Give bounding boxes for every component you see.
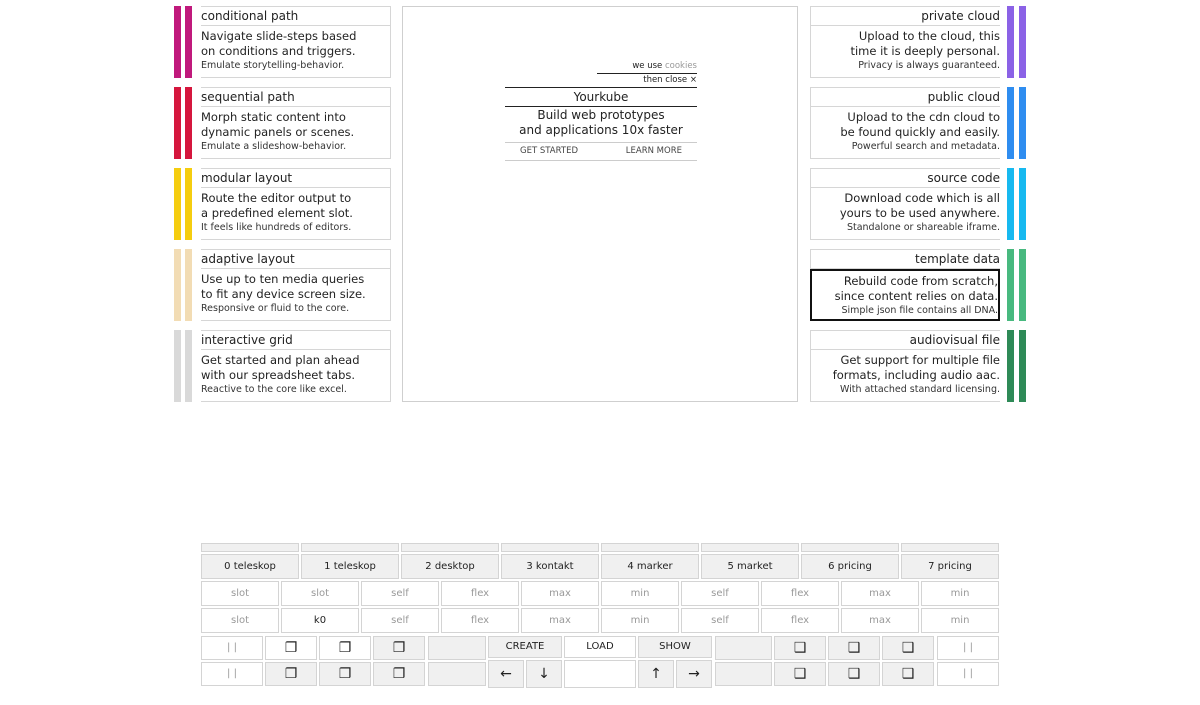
pause-button[interactable]: | | (937, 662, 999, 686)
cookie-text: we use (632, 61, 663, 71)
feature-card-conditional-path[interactable] (201, 6, 391, 78)
slot-cell-a[interactable]: slot (201, 581, 279, 606)
cookies-link[interactable]: cookies (664, 61, 697, 71)
tab-strip[interactable] (201, 543, 299, 552)
slot-cell-b[interactable]: self (361, 608, 439, 633)
color-bar (1019, 249, 1026, 321)
card-line-2: formats, including audio aac. (832, 368, 1000, 382)
empty-cell (715, 662, 772, 686)
color-bar (174, 168, 181, 240)
card-title: source code (811, 169, 1000, 188)
card-body (201, 353, 390, 397)
color-bar (1019, 6, 1026, 78)
tab-strip[interactable] (901, 543, 999, 552)
color-bar (1019, 330, 1026, 402)
color-bar (174, 249, 181, 321)
card-body (810, 269, 1000, 321)
square-icon-button[interactable]: ❐ (265, 662, 317, 686)
feature-card-modular-layout[interactable] (201, 168, 391, 240)
feature-card-interactive-grid[interactable] (201, 330, 391, 402)
color-bar (1007, 330, 1014, 402)
card-body (201, 110, 390, 154)
card-line-2: be found quickly and easily. (840, 125, 1000, 139)
color-bar (185, 87, 192, 159)
tab-0[interactable]: 0 teleskop (201, 554, 299, 579)
feature-card-audiovisual-file[interactable] (810, 330, 1000, 402)
tab-1[interactable]: 1 teleskop (301, 554, 399, 579)
card-title: adaptive layout (201, 250, 390, 269)
arrow-left-icon[interactable]: ← (488, 660, 524, 688)
empty-cell (564, 660, 636, 688)
square-icon-button[interactable]: ❐ (265, 636, 317, 660)
card-line-2: with our spreadsheet tabs. (201, 368, 356, 382)
card-body (201, 191, 390, 235)
square-icon-button[interactable]: ❑ (774, 636, 826, 660)
arrow-up-icon[interactable]: ↑ (638, 660, 674, 688)
card-line-2: since content relies on data. (834, 289, 998, 303)
card-line-1: Navigate slide-steps based (201, 29, 357, 43)
card-body (811, 353, 1000, 397)
slot-cell-a[interactable]: min (921, 581, 999, 606)
square-icon-button[interactable]: ❐ (319, 636, 371, 660)
tab-3[interactable]: 3 kontakt (501, 554, 599, 579)
tagline-1: Build web prototypes (537, 108, 665, 122)
card-title: public cloud (811, 88, 1000, 107)
close-text: then close (643, 75, 688, 85)
card-line-1: Rebuild code from scratch, (843, 274, 998, 288)
slot-cell-a[interactable]: max (521, 581, 599, 606)
slot-cell-a[interactable]: self (361, 581, 439, 606)
create-button[interactable]: CREATE (488, 636, 562, 658)
card-title: template data (811, 250, 1000, 269)
slot-cell-b[interactable]: max (521, 608, 599, 633)
slot-cell-b[interactable]: flex (441, 608, 519, 633)
card-title: modular layout (201, 169, 390, 188)
card-line-1: Download code which is all (844, 191, 1000, 205)
tab-strip[interactable] (301, 543, 399, 552)
feature-card-template-data[interactable] (810, 249, 1000, 321)
color-bar (185, 6, 192, 78)
feature-card-adaptive-layout[interactable] (201, 249, 391, 321)
square-icon-button[interactable]: ❐ (373, 636, 425, 660)
pause-button[interactable]: | | (201, 636, 263, 660)
tab-4[interactable]: 4 marker (601, 554, 699, 579)
tab-strip[interactable] (401, 543, 499, 552)
slot-cell-a[interactable]: flex (761, 581, 839, 606)
card-line-1: Route the editor output to (201, 191, 352, 205)
pause-button[interactable]: | | (201, 662, 263, 686)
card-line-2: to fit any device screen size. (201, 287, 366, 301)
card-note: Powerful search and metadata. (851, 141, 1000, 152)
slot-cell-b[interactable]: max (841, 608, 919, 633)
card-note: With attached standard licensing. (839, 384, 1000, 395)
color-bar (1019, 87, 1026, 159)
card-line-2: a predefined element slot. (201, 206, 353, 220)
card-title: sequential path (201, 88, 390, 107)
card-body (811, 29, 1000, 73)
card-note: Privacy is always guaranteed. (858, 60, 1000, 71)
tab-7[interactable]: 7 pricing (901, 554, 999, 579)
tab-strip[interactable] (801, 543, 899, 552)
pause-button[interactable]: | | (937, 636, 999, 660)
slot-cell-b[interactable]: k0 (281, 608, 359, 633)
card-line-2: dynamic panels or scenes. (201, 125, 355, 139)
card-line-1: Morph static content into (201, 110, 346, 124)
card-note: Emulate storytelling-behavior. (201, 60, 345, 71)
card-note: Standalone or shareable iframe. (846, 222, 1000, 233)
color-bar (174, 6, 181, 78)
card-body (201, 29, 390, 73)
square-icon-button[interactable]: ❐ (319, 662, 371, 686)
learn-more-button[interactable]: LEARN MORE (625, 146, 682, 156)
card-note: It feels like hundreds of editors. (201, 222, 352, 233)
color-bar (174, 87, 181, 159)
square-icon-button[interactable]: ❑ (882, 636, 934, 660)
slot-cell-a[interactable]: max (841, 581, 919, 606)
slot-cell-b[interactable]: min (921, 608, 999, 633)
card-line-2: on conditions and triggers. (201, 44, 356, 58)
empty-cell (428, 636, 486, 660)
feature-card-private-cloud[interactable] (810, 6, 1000, 78)
card-note: Simple json file contains all DNA. (841, 305, 998, 316)
get-started-button[interactable]: GET STARTED (520, 146, 578, 156)
slot-cell-a[interactable]: min (601, 581, 679, 606)
tab-6[interactable]: 6 pricing (801, 554, 899, 579)
color-bar (185, 168, 192, 240)
color-bar (1007, 168, 1014, 240)
square-icon-button[interactable]: ❑ (828, 636, 880, 660)
square-icon-button[interactable]: ❑ (882, 662, 934, 686)
tagline-2: and applications 10x faster (519, 123, 683, 137)
card-line-1: Use up to ten media queries (201, 272, 365, 286)
color-bar (1007, 6, 1014, 78)
card-line-2: time it is deeply personal. (850, 44, 1000, 58)
empty-cell (715, 636, 772, 660)
card-title: audiovisual file (811, 331, 1000, 350)
card-line-2: yours to be used anywhere. (839, 206, 1000, 220)
slot-cell-a[interactable]: flex (441, 581, 519, 606)
feature-card-public-cloud[interactable] (810, 87, 1000, 159)
card-body (811, 110, 1000, 154)
color-bar (1007, 87, 1014, 159)
slot-cell-b[interactable]: flex (761, 608, 839, 633)
tab-strip[interactable] (601, 543, 699, 552)
color-bar (1019, 168, 1026, 240)
color-bar (174, 330, 181, 402)
preview-panel (402, 6, 798, 402)
card-body (201, 272, 390, 316)
card-body (811, 191, 1000, 235)
slot-cell-b[interactable]: min (601, 608, 679, 633)
arrow-down-icon[interactable]: ↓ (526, 660, 562, 688)
tab-strip[interactable] (501, 543, 599, 552)
brand-title: Yourkube (505, 89, 697, 107)
empty-cell (428, 662, 486, 686)
square-icon-button[interactable]: ❑ (828, 662, 880, 686)
card-line-1: Get support for multiple file (840, 353, 1000, 367)
close-cookie-button[interactable] (505, 74, 697, 88)
show-button[interactable]: SHOW (638, 636, 712, 658)
feature-card-sequential-path[interactable] (201, 87, 391, 159)
card-title: private cloud (811, 7, 1000, 26)
card-line-1: Upload to the cdn cloud to (847, 110, 1000, 124)
slot-cell-a[interactable]: slot (281, 581, 359, 606)
tab-5[interactable]: 5 market (701, 554, 799, 579)
card-note: Emulate a slideshow-behavior. (201, 141, 347, 152)
card-line-1: Get started and plan ahead (201, 353, 360, 367)
card-title: interactive grid (201, 331, 390, 350)
color-bar (185, 330, 192, 402)
slot-cell-b[interactable]: self (681, 608, 759, 633)
tab-2[interactable]: 2 desktop (401, 554, 499, 579)
card-line-1: Upload to the cloud, this (858, 29, 1000, 43)
square-icon-button[interactable]: ❐ (373, 662, 425, 686)
square-icon-button[interactable]: ❑ (774, 662, 826, 686)
tab-strip[interactable] (701, 543, 799, 552)
close-icon: × (689, 75, 697, 85)
card-note: Responsive or fluid to the core. (201, 303, 350, 314)
color-bar (185, 249, 192, 321)
arrow-right-icon[interactable]: → (676, 660, 712, 688)
slot-cell-b[interactable]: slot (201, 608, 279, 633)
feature-card-source-code[interactable] (810, 168, 1000, 240)
color-bar (1007, 249, 1014, 321)
slot-cell-a[interactable]: self (681, 581, 759, 606)
card-note: Reactive to the core like excel. (201, 384, 347, 395)
load-button[interactable]: LOAD (564, 636, 636, 658)
cookie-notice (597, 60, 697, 74)
card-title: conditional path (201, 7, 390, 26)
